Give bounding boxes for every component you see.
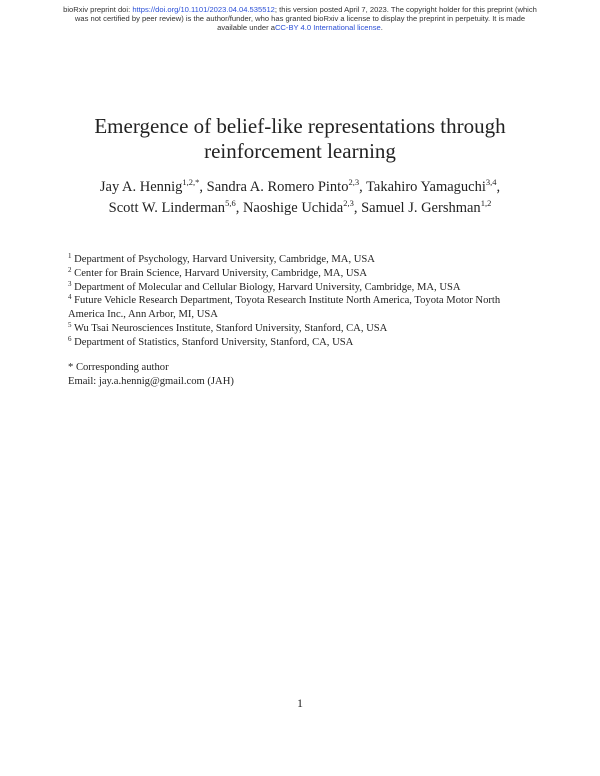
corresponding-author-note: * Corresponding author: [68, 362, 169, 373]
author: Jay A. Hennig$^{1,2,*}$,: [99, 177, 207, 195]
correspondence: [68, 361, 538, 389]
author-line-2: [30, 198, 570, 219]
notice-line-1: bioRxiv preprint doi: https://doi.org/10.1101/2023.04.04.535512; this version posted April 7, 2023. The copyright holder for this preprint (which: [63, 5, 537, 14]
author: Sandra A. Romero Pinto$^{2,3}$,: [206, 177, 367, 195]
affiliation: $^6$ Department of Statistics, Stanford University, Stanford, CA, USA: [68, 334, 354, 348]
affiliation: $^1$ Department of Psychology, Harvard University, Cambridge, MA, USA: [68, 252, 375, 265]
affiliation: $^4$ Future Vehicle Research Department, Toyota Research Institute North America, Toyota Motor North America Inc., Ann Arbor, MI, USA: [68, 293, 501, 321]
doi-link[interactable]: https://doi.org/10.1101/2023.04.04.535512: [132, 5, 275, 14]
author: Takahiro Yamaguchi$^{3,4}$,: [366, 177, 501, 195]
author: Samuel J. Gershman$^{1,2}$: [361, 198, 492, 216]
author-line-1: [30, 177, 570, 198]
notice-line-3: available under aCC-BY 4.0 International license.: [217, 23, 383, 32]
page-number: 1: [297, 696, 303, 710]
license-link[interactable]: CC-BY 4.0 International license: [274, 23, 381, 32]
author: Scott W. Linderman$^{5,6}$,: [108, 198, 243, 216]
affiliation: $^3$ Department of Molecular and Cellular Biology, Harvard University, Cambridge, MA, USA: [68, 279, 461, 293]
author-list: [30, 177, 570, 219]
affiliation: $^2$ Center for Brain Science, Harvard University, Cambridge, MA, USA: [68, 265, 368, 279]
author: Naoshige Uchida$^{2,3}$,: [242, 198, 362, 216]
contact-email: Email: jay.a.hennig@gmail.com (JAH): [68, 376, 234, 387]
notice-line-2: was not certified by peer review) is the author/funder, who has granted bioRxiv a license to display the preprint in perpetuity. It is made: [74, 14, 526, 23]
paper-title: Emergence of belief-like representations through reinforcement learning: [94, 114, 506, 163]
affiliation-list: [68, 253, 538, 350]
affiliation: $^5$ Wu Tsai Neurosciences Institute, Stanford University, Stanford, CA, USA: [68, 320, 388, 334]
preprint-notice: [40, 5, 560, 32]
